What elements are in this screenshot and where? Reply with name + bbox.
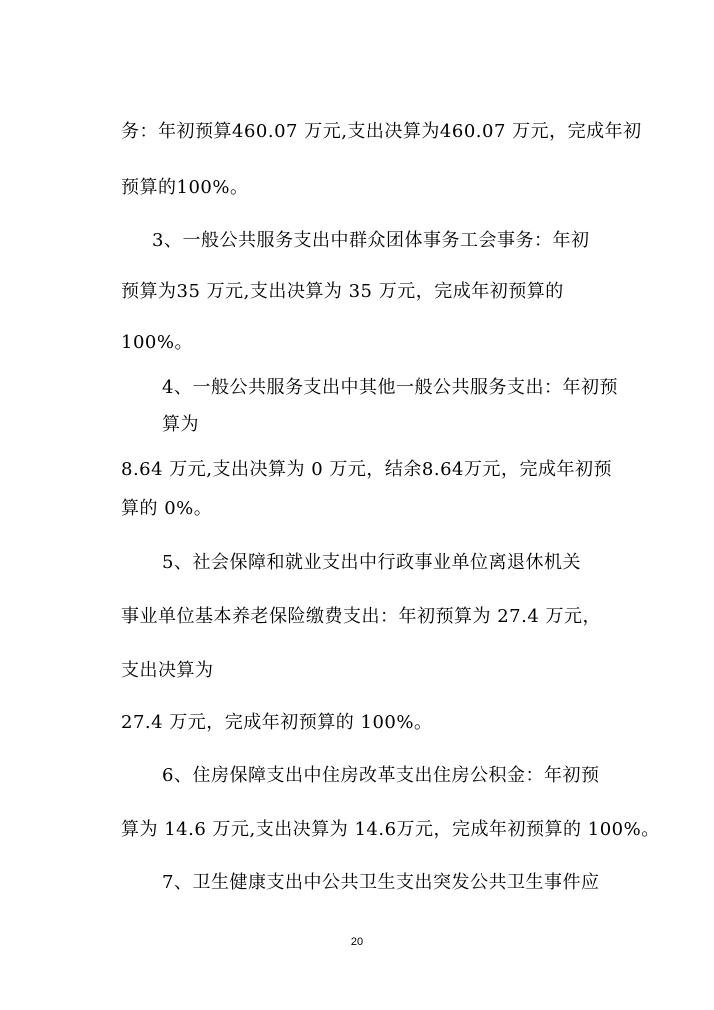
text-line-6: 4、一般公共服务支出中其他一般公共服务支出：年初预 — [162, 377, 618, 398]
text-line-5: 100%。 — [121, 332, 193, 353]
text-line-13: 27.4 万元，完成年初预算的 100%。 — [121, 712, 433, 733]
text-line-8: 8.64 万元,支出决算为 0 万元，结余8.64万元，完成年初预 — [121, 459, 612, 480]
text-line-3: 3、一般公共服务支出中群众团体事务工会事务：年初 — [152, 230, 590, 251]
text-line-10: 5、社会保障和就业支出中行政事业单位离退休机关 — [162, 552, 581, 573]
page-number: 20 — [350, 936, 364, 948]
text-line-16: 7、卫生健康支出中公共卫生支出突发公共卫生事件应 — [162, 872, 600, 893]
text-line-2: 预算的100%。 — [121, 177, 249, 198]
text-line-1: 务：年初预算460.07 万元,支出决算为460.07 万元，完成年初 — [121, 121, 642, 142]
text-line-9: 算的 0%。 — [121, 498, 213, 519]
text-line-7: 算为 — [162, 414, 199, 435]
text-line-12: 支出决算为 — [121, 660, 214, 681]
text-line-4: 预算为35 万元,支出决算为 35 万元，完成年初预算的 — [121, 281, 564, 302]
text-line-11: 事业单位基本养老保险缴费支出：年初预算为 27.4 万元， — [121, 606, 602, 627]
text-line-14: 6、住房保障支出中住房改革支出住房公积金：年初预 — [162, 765, 600, 786]
text-line-15: 算为 14.6 万元,支出决算为 14.6万元，完成年初预算的 100%。 — [121, 819, 660, 840]
